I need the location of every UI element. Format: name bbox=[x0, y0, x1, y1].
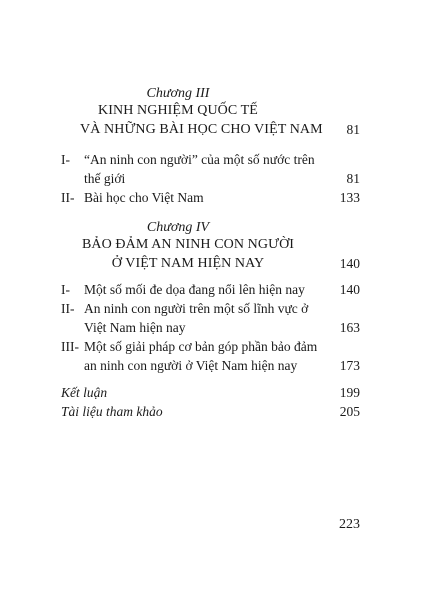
chapter-3-item-1-title: “An ninh con người” của một số nước trên bbox=[84, 152, 315, 167]
references-label: Tài liệu tham khảo bbox=[61, 404, 163, 419]
chapter-4-item-1-title: Một số mối đe dọa đang nổi lên hiện nay bbox=[84, 282, 305, 297]
chapter-4-page: 140 bbox=[339, 256, 360, 271]
chapter-3-item-1-title-cont: thế giới bbox=[84, 171, 126, 186]
chapter-4-title-line-2: Ở VIỆT NAM HIỆN NAY bbox=[111, 256, 265, 271]
chapter-3-item-1-number: I- bbox=[61, 152, 70, 167]
conclusion-label: Kết luận bbox=[61, 385, 108, 400]
chapter-4-title-line-1: BẢO ĐẢM AN NINH CON NGƯỜI bbox=[81, 237, 295, 252]
chapter-3-page: 81 bbox=[346, 122, 360, 137]
chapter-4-item-2-number: II- bbox=[61, 301, 75, 316]
page-number: 223 bbox=[339, 517, 360, 532]
chapter-3-item-2-number: II- bbox=[61, 190, 75, 205]
chapter-4-item-2-title-cont: Việt Nam hiện nay bbox=[84, 320, 186, 335]
chapter-4-item-3-page: 173 bbox=[339, 358, 360, 373]
chapter-4-item-3-title-cont: an ninh con người ở Việt Nam hiện nay bbox=[84, 358, 298, 373]
chapter-3-title-line-2: VÀ NHỮNG BÀI HỌC CHO VIỆT NAM bbox=[80, 122, 323, 137]
chapter-3-heading: Chương III bbox=[146, 86, 210, 101]
chapter-3-item-1-page: 81 bbox=[346, 171, 360, 186]
chapter-4-item-3-number: III- bbox=[61, 339, 79, 354]
chapter-4-heading: Chương IV bbox=[146, 220, 210, 235]
references-page: 205 bbox=[339, 404, 360, 419]
chapter-4-item-3-title: Một số giải pháp cơ bản góp phần bảo đảm bbox=[84, 339, 318, 354]
chapter-3-item-2-title: Bài học cho Việt Nam bbox=[84, 190, 204, 205]
chapter-4-item-1-page: 140 bbox=[339, 282, 360, 297]
chapter-3-item-2-page: 133 bbox=[339, 190, 360, 205]
chapter-3-title-line-1: KINH NGHIỆM QUỐC TẾ bbox=[98, 103, 258, 118]
chapter-4-item-2-page: 163 bbox=[339, 320, 360, 335]
chapter-4-item-1-number: I- bbox=[61, 282, 70, 297]
chapter-4-item-2-title: An ninh con người trên một số lĩnh vực ở bbox=[84, 301, 309, 316]
conclusion-page: 199 bbox=[339, 385, 360, 400]
